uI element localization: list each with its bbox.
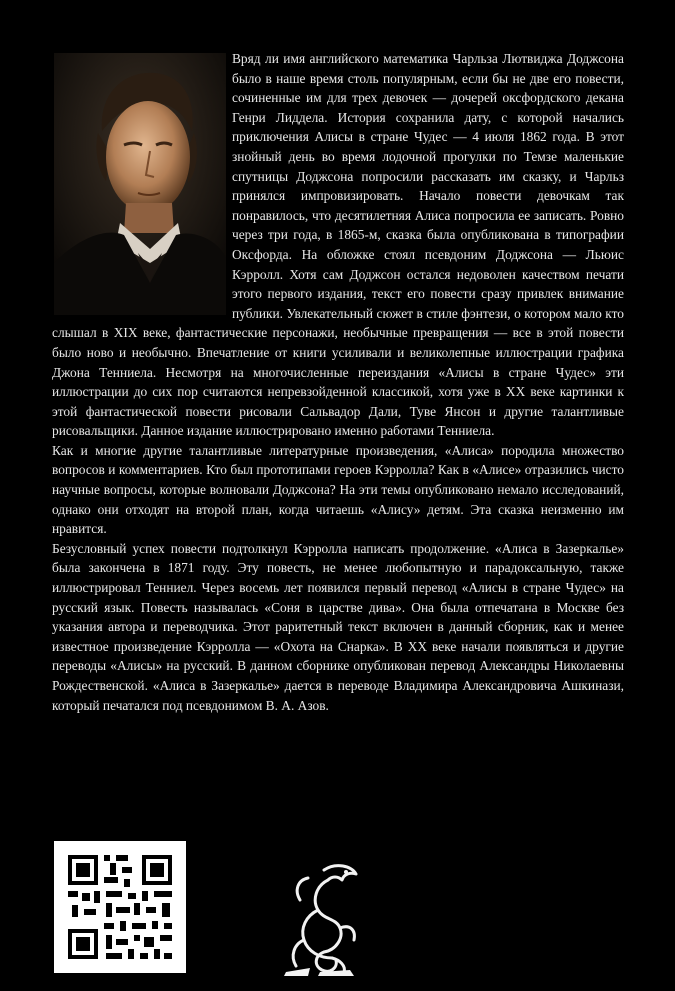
paragraph-sequel: Безусловный успех повести подтолкнул Кэрролла написать продолжение. «Алиса в Зазеркалье» была закончена в 1871 году. Эту повесть, не менее любопытную и парадоксальную, также иллюстрировал Тенниел. Через восемь лет появился первый перевод «Алисы в стране Чудес» на русский язык. Повесть называлась «Соня в царстве дива». Она была отпечатана в Москве без указания автора и переводчика. Этот раритетный текст включен в данный сборник, как и менее известное произведение Кэрролла — «Охота на Снарка». В XX веке начали появляться и другие переводы «Алисы» на русский. В данном сборнике опубликован перевод Александры Николаевны Рождественской. «Алиса в Зазеркалье» дается в переводе Владимира Александровича Ашкинази, который печатался под псевдонимом В. А. Азов. — [52, 540, 624, 713]
portrait-image-icon — [54, 53, 226, 315]
qr-code[interactable] — [54, 841, 186, 973]
paragraph-questions: Как и многие другие талантливые литературные произведения, «Алиса» породила множество вопросов и комментариев. Кто был прототипами героев Кэрролла? Как в «Алисе» отразились чисто научные вопросы, которые волновали Доджсона? На эти темы опубликовано немало исследований, однако они отходят на второй план, когда читаешь «Алису» детям. Эта сказка неизменно им нравится. — [52, 442, 624, 537]
publisher-dragon-logo-icon — [280, 860, 362, 978]
portrait-of-charles-dodgson — [54, 53, 226, 315]
publisher-logo — [280, 860, 362, 978]
qr-code-icon — [54, 841, 186, 973]
paragraph-history: Вряд ли имя английского математика Чарльза Лютвиджа Доджсона было в наше время столь популярным, если бы не две его повести, сочиненные им для трех девочек — дочерей оксфордского декана Генри Лиддела. История сохранила дату, с которой начались приключения Алисы в стране Чудес — 4 июля 1862 года. В этот знойный день во время лодочной прогулки по Темзе маленькие спутницы Доджсона попросили рассказать им сказку, и Чарльз принялся импровизировать. Начало повести девочкам так понравилось, что десятилетняя Алиса попросила ее записать. Ровно через три года, в 1865-м, сказка была опубликована в типографии Оксфорда. На обложке стоял псевдоним Доджсона — Льюис Кэрролл. Хотя сам Доджсон остался недоволен качеством печати этого первого издания, текст его повести сразу привлек внимание публики. Увлекательный сюжет в стиле фэнтези, о котором мало кто слышал в XIX веке, фантастические персонажи, необычные превращения — все в этой повести было ново и необычно. Впечатление от книги усиливали и великолепные иллюстрации графика Джона Тенниела. Несмотря на многочисленные переиздания «Алисы в стране Чудес» эти иллюстрации до сих пор считаются непревзойденной классикой, хотя уже в XX веке картинки к этой фантастической повести рисовали Сальвадор Дали, Туве Янсон и другие талантливые рисовальщики. Данное издание иллюстрировано именно работами Тенниела. — [52, 51, 624, 439]
